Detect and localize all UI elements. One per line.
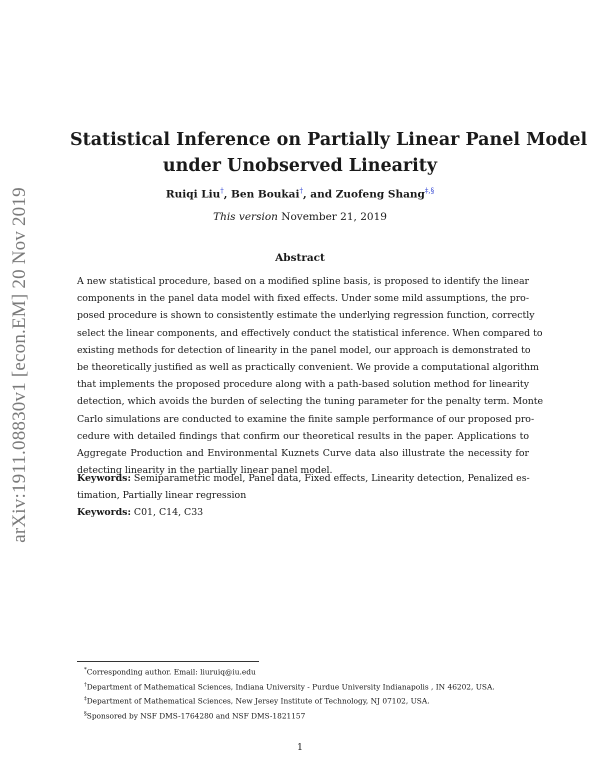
author-name: Ben Boukai: [231, 188, 300, 201]
abstract-line: be theoretically justified as well as practically convenient. We provide a computational algorithm: [77, 362, 539, 374]
abstract-body: [77, 273, 544, 479]
abstract-heading: Abstract: [275, 252, 325, 264]
author-name: Ruiqi Liu: [165, 188, 221, 201]
footnote-text: Department of Mathematical Sciences, Indiana University - Purdue University Indianapolis , IN 46202, USA.: [86, 682, 495, 692]
abstract-line: Aggregate Production and Environmental Kuznets Curve data also illustrate the necessity for: [77, 448, 529, 460]
jel-codes-line: [77, 504, 529, 521]
keywords-label: Keywords:: [77, 473, 131, 484]
author-affiliation-mark[interactable]: ‡,§: [424, 187, 435, 195]
abstract-line: Carlo simulations are conducted to examine the finite sample performance of our proposed pro-: [77, 413, 535, 425]
arxiv-identifier-stamp: [4, 170, 36, 560]
abstract-line: A new statistical procedure, based on a modified spline basis, is proposed to identify the linear: [77, 276, 530, 287]
footnote-mark: *: [84, 667, 87, 673]
author-list: Ruiqi Liu†, Ben Boukai†, and Zuofeng Shang‡,§: [165, 187, 435, 201]
footnote-text: Sponsored by NSF DMS-1764280 and NSF DMS-1821157: [86, 711, 306, 721]
footnote-affiliation-2: [84, 693, 534, 708]
footnote-mark: ‡: [84, 696, 87, 703]
keywords-block: [77, 470, 529, 522]
jel-label: Keywords:: [77, 507, 131, 519]
footnote-corresponding: [84, 664, 534, 679]
footnote-divider: [77, 661, 259, 662]
footnote-text: Corresponding author. Email: liuruiq@iu.edu: [86, 667, 256, 677]
version-date: November 21, 2019: [281, 211, 387, 223]
abstract-line: detection, which avoids the burden of selecting the tuning parameter for the penalty term. Monte: [77, 396, 544, 408]
page-number: 1: [297, 742, 303, 753]
footnote-mark: §: [84, 710, 87, 717]
version-line: [70, 211, 530, 223]
abstract-line: existing methods for detection of linearity in the panel model, our approach is demonstrated to: [77, 344, 531, 356]
title-line-2: under Unobserved Linearity: [162, 156, 438, 176]
abstract-line: detecting linearity in the partially linear panel model.: [77, 465, 333, 477]
title-line-1: Statistical Inference on Partially Linear Panel Model: [70, 130, 588, 150]
footnote-affiliation-1: [84, 679, 534, 694]
abstract-line: cedure with detailed findings that confirm our theoretical results in the paper. Applications to: [77, 430, 529, 442]
footnote-mark: †: [84, 681, 87, 688]
footnote-text: Department of Mathematical Sciences, New Jersey Institute of Technology, NJ 07102, USA.: [86, 696, 430, 706]
keywords-line: [77, 470, 529, 487]
arxiv-identifier-text: arXiv:1911.08830v1 [econ.EM] 20 Nov 2019: [9, 187, 31, 543]
abstract-line: that implements the proposed procedure along with a path-based solution method for linearity: [77, 379, 529, 391]
version-label: This version: [213, 211, 278, 223]
abstract-line: select the linear components, and effectively conduct the statistical inference. When compared to: [77, 327, 543, 339]
abstract-line: components in the panel data model with fixed effects. Under some mild assumptions, the pro-: [77, 293, 529, 305]
author-affiliation-mark[interactable]: †: [299, 187, 303, 195]
footnotes: [84, 664, 534, 722]
footnote-funding: [84, 708, 534, 723]
author-affiliation-mark[interactable]: †: [220, 187, 224, 195]
abstract-line: posed procedure is shown to consistently estimate the underlying regression function, correctly: [77, 310, 535, 322]
author-conjunction: and: [310, 188, 333, 201]
keywords-line-continued: timation, Partially linear regression: [77, 490, 247, 502]
author-name: Zuofeng Shang: [335, 188, 425, 201]
paper-title: [70, 127, 588, 179]
jel-codes: C01, C14, C33: [133, 507, 204, 519]
keywords-text: Semiparametric model, Panel data, Fixed effects, Linearity detection, Penalized es-: [133, 473, 530, 484]
